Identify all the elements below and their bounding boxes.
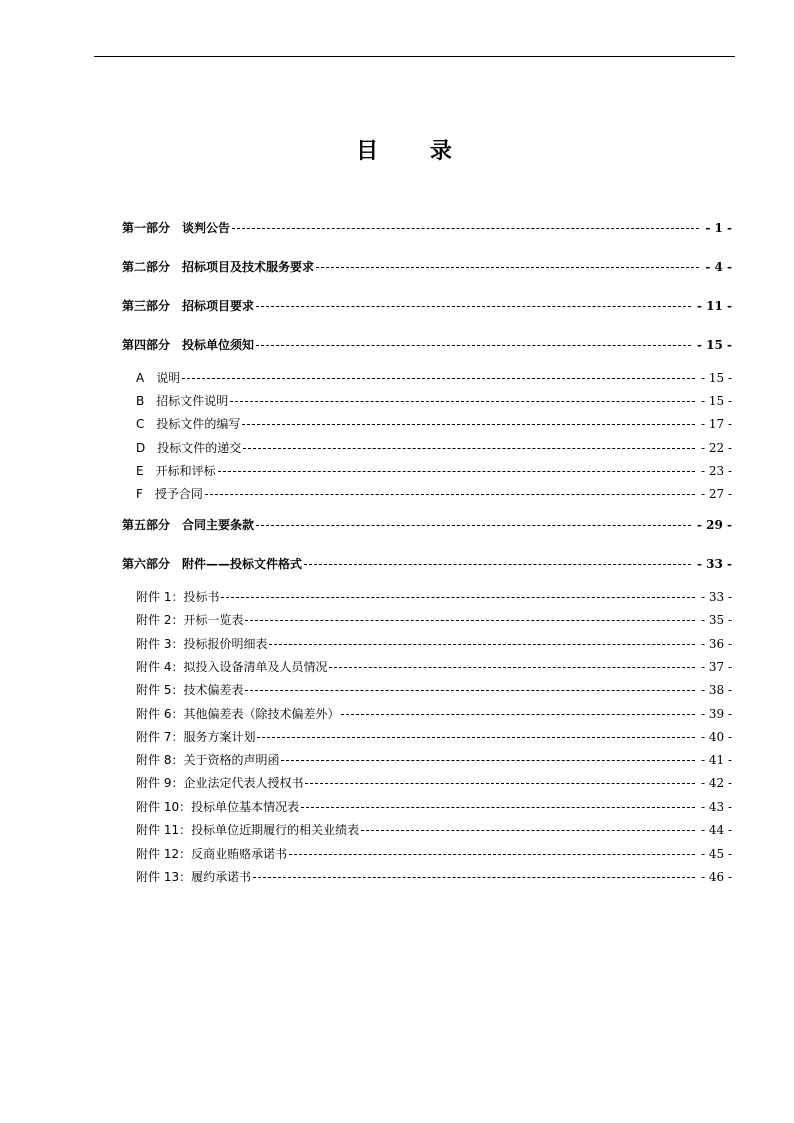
toc-page-number: - 4 -	[705, 260, 732, 274]
toc-page-number: - 22 -	[700, 441, 732, 455]
toc-page-number: - 37 -	[700, 660, 732, 674]
toc-entry-label: 第六部分 附件——投标文件格式	[122, 557, 303, 571]
toc-subsection-entry[interactable]	[136, 463, 732, 479]
toc-dot-leader	[289, 854, 695, 855]
toc-section-entry[interactable]	[122, 337, 732, 353]
toc-dot-leader	[221, 597, 695, 598]
toc-dot-leader	[253, 877, 695, 878]
toc-page-number: - 29 -	[696, 518, 732, 532]
toc-dot-leader	[256, 306, 691, 307]
toc-entry-label: E 开标和评标	[136, 464, 216, 478]
toc-dot-leader	[316, 267, 699, 268]
toc-dot-leader	[205, 494, 695, 495]
toc-page-number: - 44 -	[700, 823, 732, 837]
toc-section-entry[interactable]	[122, 556, 732, 572]
toc-entry-label: 附件 6：其他偏差表（除技术偏差外）	[136, 707, 340, 721]
toc-entry-label: 附件 9：企业法定代表人授权书	[136, 776, 304, 790]
toc-dot-leader	[242, 424, 695, 425]
toc-dot-leader	[257, 737, 695, 738]
toc-entry-label: D 投标文件的递交	[136, 441, 242, 455]
toc-entry-label: 附件 3：投标报价明细表	[136, 637, 268, 651]
toc-entry-label: C 投标文件的编写	[136, 417, 241, 431]
toc-dot-leader	[304, 564, 691, 565]
toc-page-number: - 15 -	[696, 338, 732, 352]
toc-page-number: - 15 -	[700, 394, 732, 408]
toc-subsection-entry[interactable]	[136, 486, 732, 502]
toc-page-number: - 33 -	[700, 590, 732, 604]
toc-entry-label: 第三部分 招标项目要求	[122, 299, 255, 313]
toc-entry-label: 附件 11：投标单位近期履行的相关业绩表	[136, 823, 360, 837]
toc-dot-leader	[245, 620, 695, 621]
toc-subsection-entry[interactable]	[136, 416, 732, 432]
toc-entry-label: 第五部分 合同主要条款	[122, 518, 255, 532]
toc-dot-leader	[218, 471, 695, 472]
toc-subsection-entry[interactable]	[136, 589, 732, 605]
toc-page-number: - 11 -	[696, 299, 732, 313]
toc-subsection-entry[interactable]	[136, 612, 732, 628]
toc-subsection-entry[interactable]	[136, 636, 732, 652]
toc-entry-label: 附件 13：履约承诺书	[136, 870, 252, 884]
toc-entry-label: 第四部分 投标单位须知	[122, 338, 255, 352]
toc-dot-leader	[245, 690, 695, 691]
toc-section-entry[interactable]	[122, 220, 732, 236]
toc-section-entry[interactable]	[122, 259, 732, 275]
toc-section-entry[interactable]	[122, 298, 732, 314]
toc-page-number: - 39 -	[700, 707, 732, 721]
toc-entry-label: B 招标文件说明	[136, 394, 229, 408]
toc-page-number: - 33 -	[696, 557, 732, 571]
toc-dot-leader	[256, 525, 691, 526]
toc-page-number: - 36 -	[700, 637, 732, 651]
toc-page-number: - 42 -	[700, 776, 732, 790]
toc-subsection-entry[interactable]	[136, 869, 732, 885]
toc-subsection-entry[interactable]	[136, 846, 732, 862]
toc-page-number: - 27 -	[700, 487, 732, 501]
toc-entry-label: 附件 7：服务方案计划	[136, 730, 256, 744]
toc-subsection-entry[interactable]	[136, 659, 732, 675]
toc-subsection-entry[interactable]	[136, 393, 732, 409]
toc-dot-leader	[301, 807, 695, 808]
toc-page-number: - 45 -	[700, 847, 732, 861]
toc-page-number: - 23 -	[700, 464, 732, 478]
toc-entry-label: 附件 4：拟投入设备清单及人员情况	[136, 660, 328, 674]
toc-subsection-entry[interactable]	[136, 370, 732, 386]
toc-entry-label: 附件 1：投标书	[136, 590, 220, 604]
toc-page-number: - 40 -	[700, 730, 732, 744]
toc-entry-label: 附件 10：投标单位基本情况表	[136, 800, 300, 814]
toc-entry-label: A 说明	[136, 371, 181, 385]
toc-dot-leader	[281, 760, 695, 761]
toc-dot-leader	[256, 345, 691, 346]
toc-entry-label: 第二部分 招标项目及技术服务要求	[122, 260, 315, 274]
toc-entry-label: 附件 12：反商业贿赂承诺书	[136, 847, 288, 861]
toc-page-number: - 41 -	[700, 753, 732, 767]
toc-subsection-entry[interactable]	[136, 729, 732, 745]
toc-section-entry[interactable]	[122, 517, 732, 533]
toc-dot-leader	[269, 644, 695, 645]
toc-dot-leader	[329, 667, 695, 668]
page-title: 目 录	[356, 139, 474, 164]
toc-entry-label: F 授予合同	[136, 487, 203, 501]
toc-page-number: - 43 -	[700, 800, 732, 814]
toc-entry-label: 附件 5：技术偏差表	[136, 683, 244, 697]
toc-subsection-entry[interactable]	[136, 799, 732, 815]
toc-entry-label: 第一部分 谈判公告	[122, 221, 231, 235]
toc-page-number: - 35 -	[700, 613, 732, 627]
toc-page-number: - 38 -	[700, 683, 732, 697]
toc-page-number: - 17 -	[700, 417, 732, 431]
toc-dot-leader	[305, 783, 695, 784]
toc-subsection-entry[interactable]	[136, 752, 732, 768]
toc-dot-leader	[230, 401, 695, 402]
toc-dot-leader	[182, 378, 695, 379]
toc-subsection-entry[interactable]	[136, 440, 732, 456]
toc-dot-leader	[341, 714, 695, 715]
toc-page-number: - 15 -	[700, 371, 732, 385]
toc-dot-leader	[232, 228, 699, 229]
toc-subsection-entry[interactable]	[136, 822, 732, 838]
toc-entry-label: 附件 2：开标一览表	[136, 613, 244, 627]
toc-dot-leader	[361, 830, 695, 831]
toc-page-number: - 1 -	[705, 221, 732, 235]
toc-subsection-entry[interactable]	[136, 706, 732, 722]
toc-subsection-entry[interactable]	[136, 775, 732, 791]
toc-entry-label: 附件 8：关于资格的声明函	[136, 753, 280, 767]
toc-dot-leader	[243, 448, 695, 449]
toc-subsection-entry[interactable]	[136, 682, 732, 698]
toc-page-number: - 46 -	[700, 870, 732, 884]
